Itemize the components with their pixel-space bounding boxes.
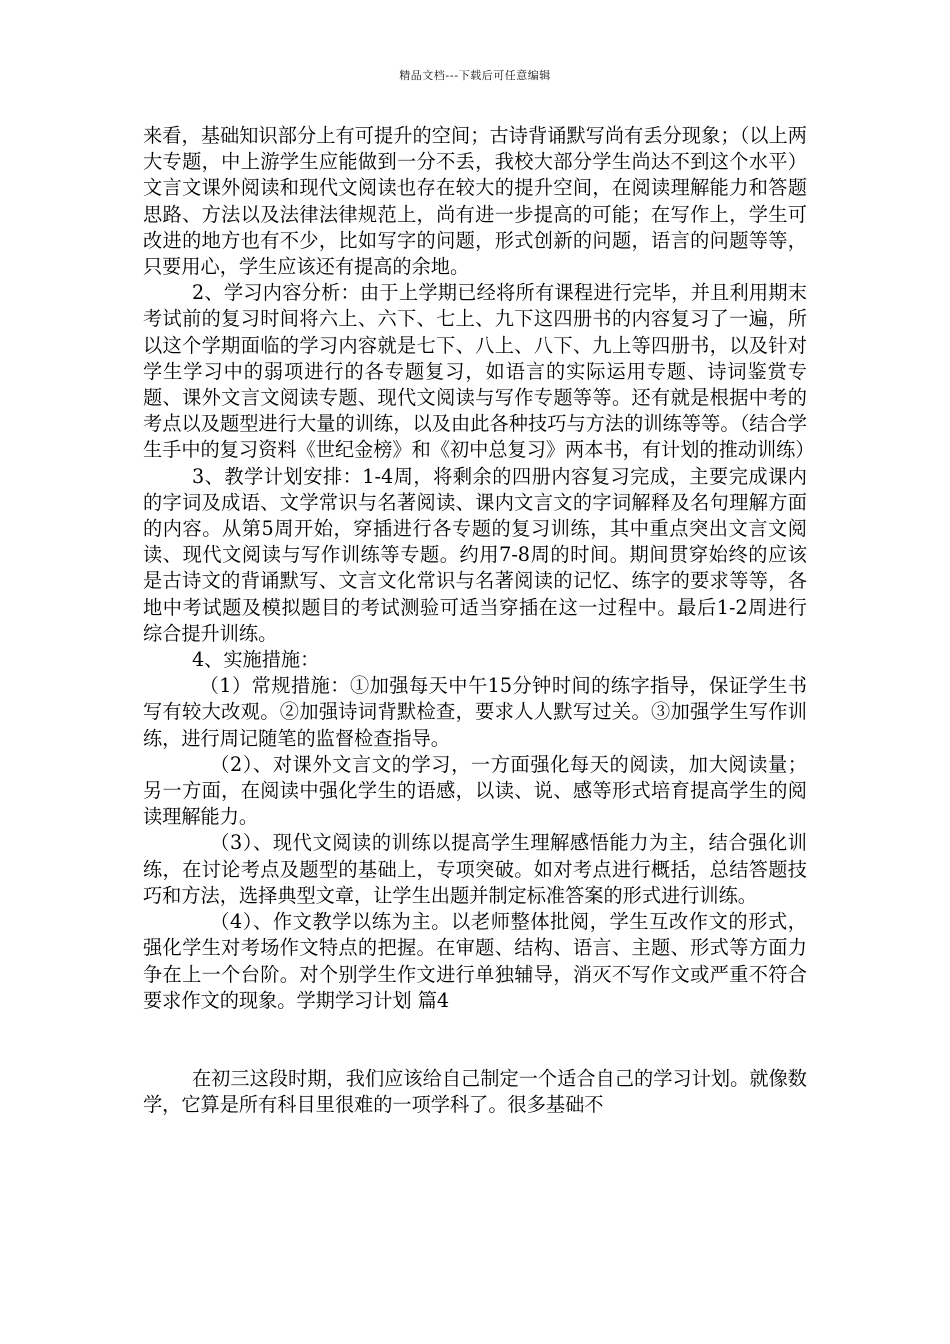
paragraph-teaching-plan: 3、教学计划安排：1-4周，将剩余的四册内容复习完成，主要完成课内的字词及成语、文学常识与名著阅读、课内文言文的字词解释及名句理解方面的内容。从第5周开始，穿插进行各专题的复习训练，其中重点突出文言文阅读、现代文阅读与写作训练等专题。约用7-8周的时间。期间贯穿始终的应该是古诗文的背诵默写、文言文化常识与名著阅读的记忆、练字的要求等等，各地中考试题及模拟题目的考试测验可适当穿插在这一过程中。最后1-2周进行综合提升训练。 <box>143 464 807 645</box>
paragraph-content-analysis: 2、学习内容分析：由于上学期已经将所有课程进行完毕，并且利用期末考试前的复习时间将六上、六下、七上、九下这四册书的内容复习了一遍，所以这个学期面临的学习内容就是七下、八上、八下、九上等四册书，以及针对学生学习中的弱项进行的各专题复习，如语言的实际运用专题、诗词鉴赏专题、课外文言文阅读专题、现代文阅读与写作专题等等。还有就是根据中考的考点以及题型进行大量的训练，以及由此各种技巧与方法的训练等等。（结合学生手中的复习资料《世纪金榜》和《初中总复习》两本书，有计划的推动训练） <box>143 281 815 462</box>
document-body <box>143 123 815 1118</box>
paragraph-measure-3: （3）、现代文阅读的训练以提高学生理解感悟能力为主，结合强化训练，在讨论考点及题型的基础上，专项突破。如对考点进行概括，总结答题技巧和方法，选择典型文章，让学生出题并制定标准答案的形式进行训练。 <box>143 831 807 907</box>
paragraph-measure-1: （1）常规措施：①加强每天中午15分钟时间的练字指导，保证学生书写有较大改观。②加强诗词背默检查，要求人人默写过关。③加强学生写作训练，进行周记随笔的监督检查指导。 <box>143 674 807 750</box>
paragraph-measures-heading: 4、实施措施： <box>191 648 320 672</box>
paragraph-plan-intro: 在初三这段时期，我们应该给自己制定一个适合自己的学习计划。就像数学，它算是所有科目里很难的一项学科了。很多基础不 <box>143 1066 807 1117</box>
page-header: 精品文档---下载后可任意编辑 <box>399 69 551 82</box>
paragraph-measure-4: （4）、作文教学以练为主。以老师整体批阅，学生互改作文的形式，强化学生对考场作文特点的把握。在审题、结构、语言、主题、形式等方面力争在上一个台阶。对个别学生作文进行单独辅导，消灭不写作文或严重不符合要求作文的现象。学期学习计划 篇4 <box>143 910 807 1012</box>
paragraph-summary: 来看，基础知识部分上有可提升的空间；古诗背诵默写尚有丢分现象；（以上两大专题，中上游学生应能做到一分不丢，我校大部分学生尚达不到这个水平）文言文课外阅读和现代文阅读也存在较大的提升空间，在阅读理解能力和答题思路、方法以及法律法律规范上，尚有进一步提高的可能；在写作上，学生可改进的地方也有不少，比如写字的问题，形式创新的问题，语言的问题等等，只要用心，学生应该还有提高的余地。 <box>143 124 807 279</box>
paragraph-measure-2: （2）、对课外文言文的学习，一方面强化每天的阅读，加大阅读量；另一方面，在阅读中强化学生的语感，以读、说、感等形式培育提高学生的阅读理解能力。 <box>143 752 807 829</box>
